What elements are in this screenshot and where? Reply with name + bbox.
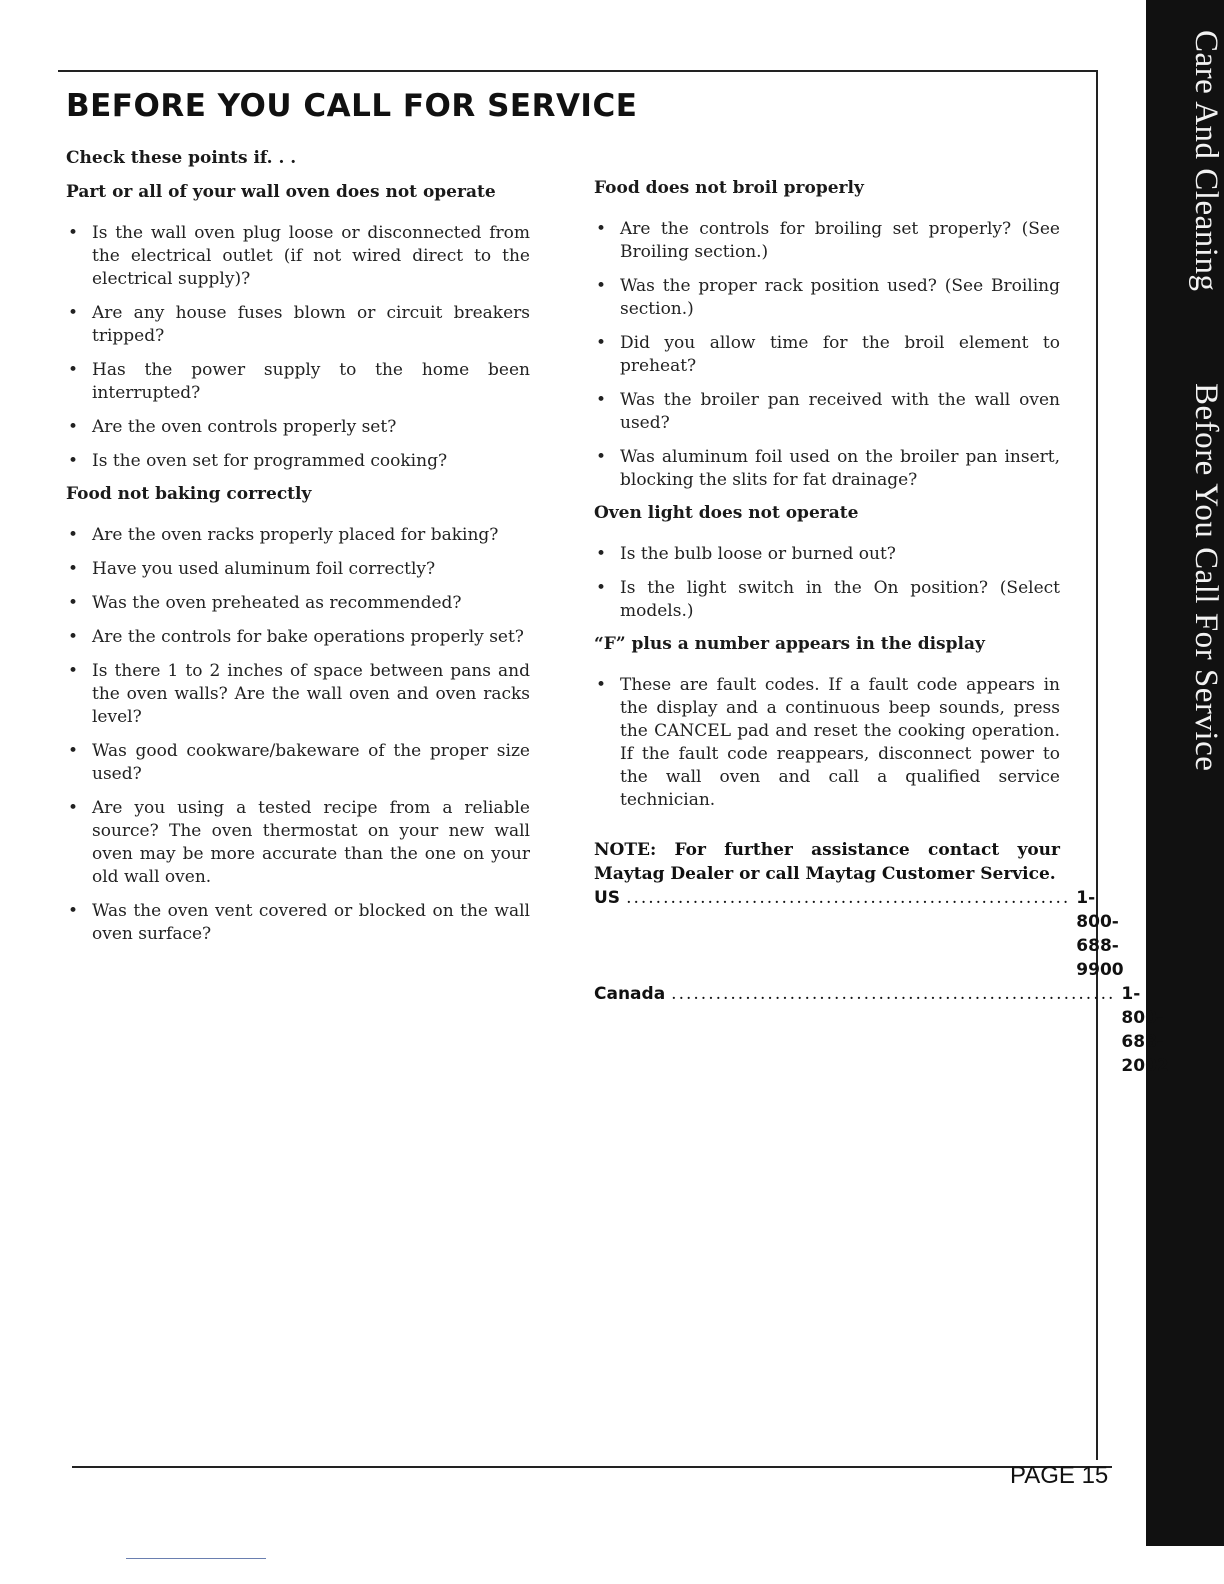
bullet-icon: • (596, 544, 607, 564)
bullet-icon: • (68, 417, 79, 437)
bullet-icon: • (68, 525, 79, 545)
phone-row (594, 886, 1124, 982)
checklist-item-text: Was the oven preheated as recommended? (92, 593, 462, 613)
right-rule (1096, 70, 1098, 1460)
checklist-item (66, 592, 530, 615)
bullet-icon: • (596, 447, 607, 467)
checklist-item (66, 626, 530, 649)
section-heading: “F” plus a number appears in the display (594, 634, 985, 654)
checklist-item (66, 524, 530, 547)
top-rule (58, 70, 1098, 72)
bullet-icon: • (596, 333, 607, 353)
checklist-item-text: Has the power supply to the home been interrupted? (92, 360, 530, 403)
checklist-item-text: Was the broiler pan received with the wall oven used? (620, 390, 1060, 433)
section-heading: Food not baking correctly (66, 484, 312, 504)
checklist (594, 674, 1060, 812)
footer-mark (126, 1558, 266, 1559)
bullet-icon: • (596, 390, 607, 410)
checklist-item (66, 740, 530, 786)
section-heading: Part or all of your wall oven does not operate (66, 182, 496, 202)
checklist-item (594, 218, 1060, 264)
intro-text: Check these points if. . . (66, 148, 297, 168)
checklist-item-text: Are the controls for broiling set properly? (See Broiling section.) (620, 219, 1060, 262)
phone-number: 1-800-688-9900 (1076, 888, 1124, 980)
checklist-item-text: Did you allow time for the broil element to preheat? (620, 333, 1060, 376)
checklist-item-text: Are you using a tested recipe from a reliable source? The oven thermostat on your new wall oven may be more accurate than the one on your old wall oven. (92, 798, 530, 887)
checklist-item (66, 416, 530, 439)
side-tab (1146, 0, 1224, 1546)
checklist-item (66, 450, 530, 473)
phone-row (594, 982, 1169, 1078)
checklist-item-text: Is the oven set for programmed cooking? (92, 451, 448, 471)
checklist-item (66, 660, 530, 729)
checklist-item-text: These are fault codes. If a fault code appears in the display and a continuous beep sounds, press the CANCEL pad and reset the cooking operation. If the fault code reappears, disconnect power to the wall oven and call a qualified service technician. (620, 675, 1060, 810)
checklist (594, 543, 1060, 623)
bullet-icon: • (68, 303, 79, 323)
checklist-item-text: Is the wall oven plug loose or disconnected from the electrical outlet (if not wired direct to the electrical supply)? (92, 223, 530, 289)
checklist-item (594, 446, 1060, 492)
checklist-item-text: Is the bulb loose or burned out? (620, 544, 896, 564)
bullet-icon: • (68, 661, 79, 681)
checklist-item-text: Have you used aluminum foil correctly? (92, 559, 436, 579)
checklist-item (66, 222, 530, 291)
checklist-item (66, 797, 530, 889)
section-heading: Oven light does not operate (594, 503, 859, 523)
checklist-item (66, 302, 530, 348)
section-heading: Food does not broil properly (594, 178, 864, 198)
bullet-icon: • (68, 593, 79, 613)
checklist-item-text: Are the controls for bake operations properly set? (92, 627, 524, 647)
bullet-icon: • (68, 223, 79, 243)
bullet-icon: • (596, 578, 607, 598)
checklist-item (594, 577, 1060, 623)
checklist-item (594, 389, 1060, 435)
checklist (66, 222, 530, 473)
side-tab-care-and-cleaning: Care And Cleaning (1188, 30, 1224, 292)
right-column (594, 178, 1169, 1078)
bullet-icon: • (596, 276, 607, 296)
page-title: BEFORE YOU CALL FOR SERVICE (66, 88, 638, 124)
phone-number: 1-800-688-2002 (1121, 984, 1169, 1076)
service-note: NOTE: For further assistance contact your Maytag Dealer or call Maytag Customer Service. (594, 840, 1060, 884)
bullet-icon: • (68, 741, 79, 761)
checklist-item-text: Are any house fuses blown or circuit breakers tripped? (92, 303, 530, 346)
bullet-icon: • (596, 675, 607, 695)
side-tab-text (1146, 30, 1224, 772)
checklist-item-text: Was aluminum foil used on the broiler pan insert, blocking the slits for fat drainage? (620, 447, 1060, 490)
checklist-item (594, 543, 1060, 566)
checklist-item-text: Was the proper rack position used? (See Broiling section.) (620, 276, 1060, 319)
bullet-icon: • (596, 219, 607, 239)
dot-leader: ............................................................ (626, 888, 1071, 908)
phone-label: US (594, 888, 621, 908)
checklist (66, 524, 530, 946)
side-tab-before-you-call: Before You Call For Service (1188, 383, 1224, 772)
bullet-icon: • (68, 559, 79, 579)
page-number: PAGE 15 (1010, 1462, 1109, 1489)
checklist-item (594, 332, 1060, 378)
left-column (66, 182, 530, 957)
checklist-item-text: Is there 1 to 2 inches of space between pans and the oven walls? Are the wall oven and oven racks level? (92, 661, 530, 727)
checklist-item-text: Is the light switch in the On position? (Select models.) (620, 578, 1060, 621)
checklist-item (66, 359, 530, 405)
checklist-item-text: Was the oven vent covered or blocked on the wall oven surface? (92, 901, 530, 944)
bullet-icon: • (68, 451, 79, 471)
checklist-item (594, 674, 1060, 812)
phone-label: Canada (594, 984, 666, 1004)
checklist-item (66, 900, 530, 946)
checklist-item (594, 275, 1060, 321)
bullet-icon: • (68, 901, 79, 921)
checklist-item-text: Are the oven racks properly placed for baking? (92, 525, 499, 545)
checklist (594, 218, 1060, 492)
checklist-item-text: Was good cookware/bakeware of the proper size used? (92, 741, 530, 784)
bottom-rule (72, 1466, 1112, 1468)
checklist-item-text: Are the oven controls properly set? (92, 417, 397, 437)
bullet-icon: • (68, 627, 79, 647)
dot-leader: ............................................................ (671, 984, 1116, 1004)
checklist-item (66, 558, 530, 581)
bullet-icon: • (68, 360, 79, 380)
bullet-icon: • (68, 798, 79, 818)
